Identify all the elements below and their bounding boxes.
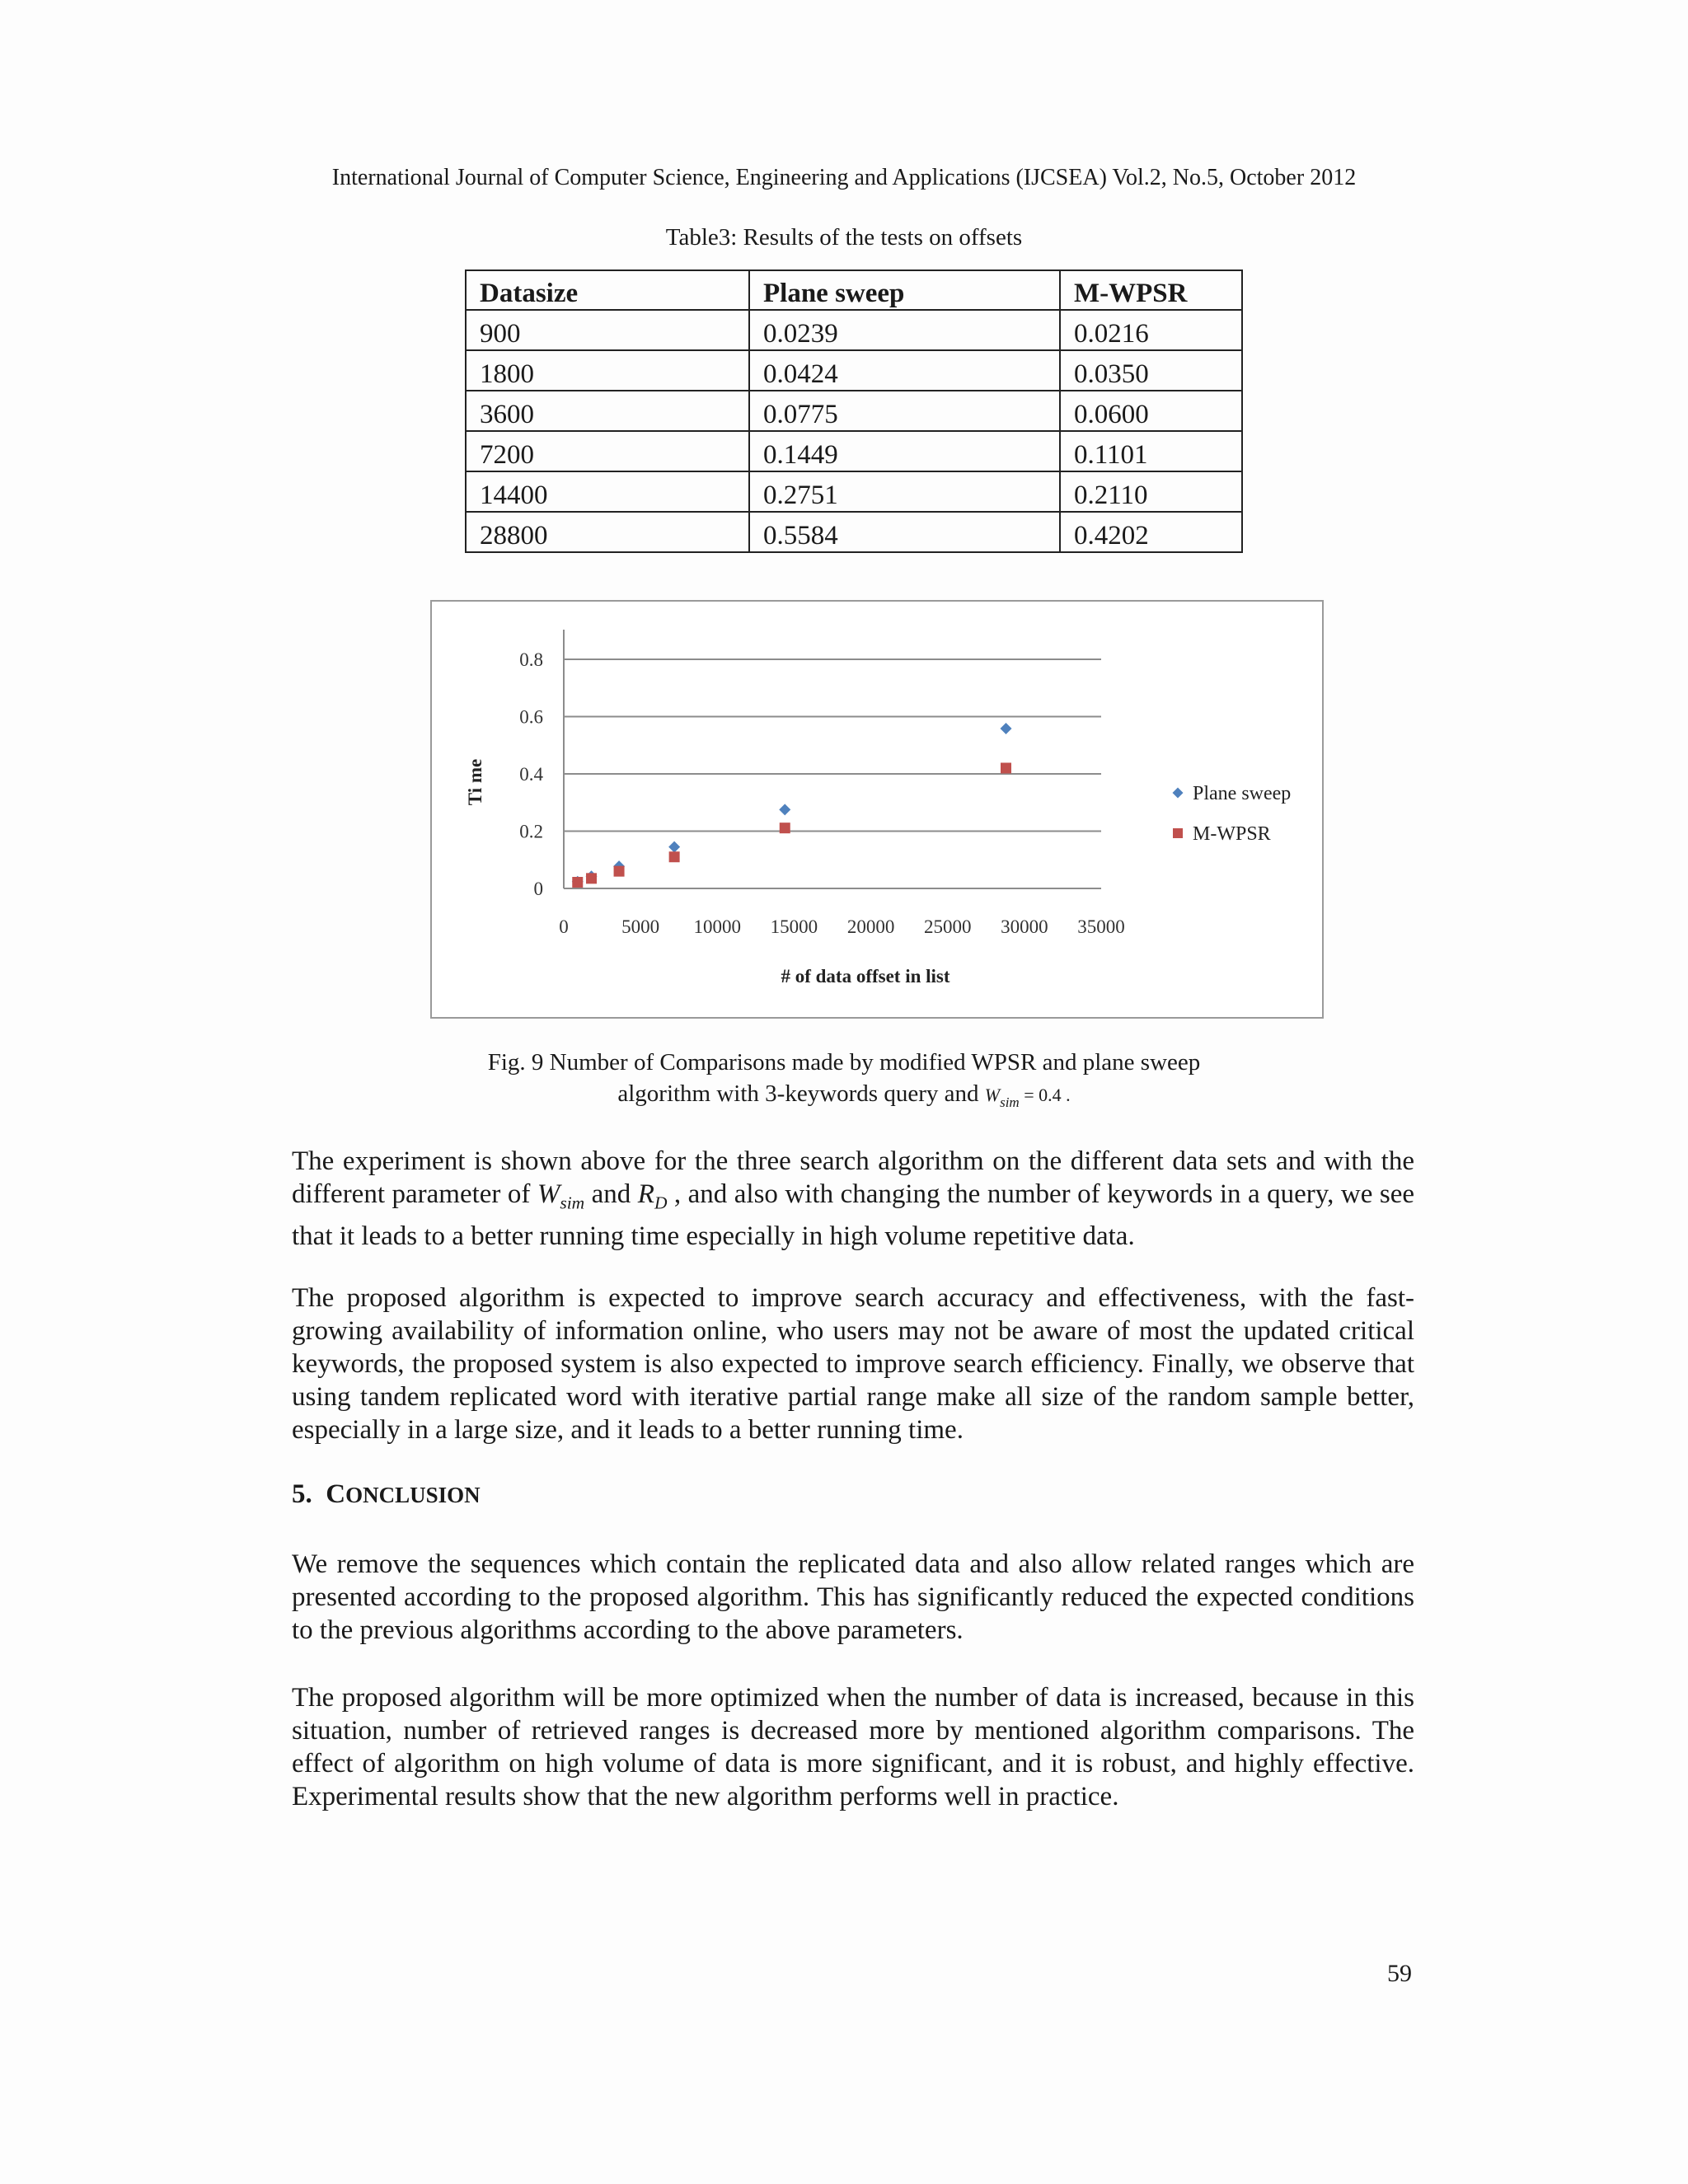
paragraph-text: , and also with changing the number of keywords in a query, we see that it leads to a better running time especially in high volume repetitive data. — [292, 1179, 1414, 1251]
journal-header: International Journal of Computer Science, Engineering and Applications (IJCSEA) Vol.2, No.5, October 2012 — [331, 165, 1357, 190]
data-point-plane-sweep — [668, 841, 680, 853]
column-header: M-WPSR — [1060, 270, 1242, 310]
data-point-m-wpsr — [669, 851, 680, 862]
table-row — [466, 350, 1242, 391]
y-tick-label: 0 — [533, 879, 543, 899]
y-tick-label: 0.4 — [519, 764, 543, 785]
table-cell: 1800 — [466, 350, 749, 391]
paragraph-conclusion-1: We remove the sequences which contain the replicated data and also allow related ranges which are presented according to the proposed algorithm. This has significantly reduced the expected conditions to the previous algorithms according to the above parameters. — [292, 1549, 1414, 1645]
paragraph-text: and — [584, 1179, 638, 1209]
math-w-sub: sim — [560, 1193, 585, 1213]
section-heading — [292, 1479, 481, 1510]
y-tick-label: 0.2 — [519, 821, 543, 842]
paragraph-results — [292, 1145, 1414, 1253]
table-cell: 14400 — [466, 471, 749, 512]
data-point-m-wpsr — [1001, 762, 1011, 773]
math-r: R — [637, 1179, 654, 1209]
x-tick-label: 35000 — [1077, 916, 1125, 937]
scatter-chart — [432, 602, 1325, 1020]
paragraph-conclusion-2: The proposed algorithm will be more optimized when the number of data is increased, because in this situation, number of retrieved ranges is decreased more by mentioned algorithm comparisons. The effect of algorithm on high volume of data is more significant, and it is robust, and highly effective. Experimental results show that the new algorithm performs well in practice. — [292, 1683, 1414, 1811]
data-point-m-wpsr — [780, 823, 790, 833]
table-cell: 0.0216 — [1060, 310, 1242, 350]
page-number: 59 — [1387, 1960, 1412, 1987]
table-cell: 0.4202 — [1060, 512, 1242, 552]
table-cell: 28800 — [466, 512, 749, 552]
x-tick-label: 0 — [559, 916, 569, 937]
data-point-plane-sweep — [1001, 723, 1012, 734]
column-header: Datasize — [466, 270, 749, 310]
paragraph-text: The experiment is shown above for the three search algorithm on the different data sets and with the different parameter of — [292, 1146, 1414, 1209]
data-point-m-wpsr — [572, 877, 583, 888]
table-cell: 0.1101 — [1060, 431, 1242, 471]
column-header: Plane sweep — [749, 270, 1060, 310]
x-tick-label: 15000 — [770, 916, 818, 937]
figure-caption-line1: Fig. 9 Number of Comparisons made by modified WPSR and plane sweep — [487, 1049, 1201, 1076]
table-caption: Table3: Results of the tests on offsets — [665, 224, 1023, 251]
y-axis-title: Ti me — [465, 758, 485, 806]
x-axis-title: # of data offset in list — [781, 966, 950, 987]
table-cell: 0.0775 — [749, 391, 1060, 431]
table-cell: 900 — [466, 310, 749, 350]
table-cell: 0.0424 — [749, 350, 1060, 391]
results-table — [465, 269, 1243, 553]
table-row — [466, 512, 1242, 552]
figure-caption-value: = 0.4 . — [1019, 1085, 1071, 1105]
section-title-initial: C — [326, 1479, 346, 1509]
figure-caption — [0, 1047, 1688, 1118]
legend-marker-plane-sweep — [1173, 788, 1184, 799]
y-tick-label: 0.8 — [519, 649, 543, 670]
figure-caption-line2: algorithm with 3-keywords query and — [617, 1080, 985, 1107]
legend-marker-m-wpsr — [1173, 828, 1183, 838]
table-row — [466, 310, 1242, 350]
table-cell: 7200 — [466, 431, 749, 471]
table-cell: 0.2110 — [1060, 471, 1242, 512]
math-r-sub: D — [654, 1193, 668, 1213]
table-header-row — [466, 270, 1242, 310]
data-point-plane-sweep — [779, 804, 790, 815]
data-point-m-wpsr — [586, 873, 597, 883]
table-cell: 0.0600 — [1060, 391, 1242, 431]
data-point-m-wpsr — [614, 866, 625, 877]
figure-caption-symbol: W — [984, 1085, 1001, 1105]
x-tick-label: 30000 — [1001, 916, 1048, 937]
x-tick-label: 20000 — [846, 916, 895, 937]
x-tick-label: 10000 — [693, 916, 742, 937]
table-cell: 0.0239 — [749, 310, 1060, 350]
table-cell: 3600 — [466, 391, 749, 431]
table-cell: 0.1449 — [749, 431, 1060, 471]
chart-frame — [430, 600, 1324, 1019]
table-row — [466, 391, 1242, 431]
legend-label: M-WPSR — [1193, 823, 1271, 845]
table-row — [466, 431, 1242, 471]
math-w: W — [537, 1179, 560, 1209]
table-cell: 0.2751 — [749, 471, 1060, 512]
figure-caption-symbol-sub: sim — [1000, 1094, 1020, 1110]
y-tick-label: 0.6 — [519, 706, 543, 728]
table-cell: 0.5584 — [749, 512, 1060, 552]
x-tick-label: 5000 — [621, 916, 660, 937]
section-number: 5. — [292, 1479, 312, 1509]
table-row — [466, 471, 1242, 512]
table-cell: 0.0350 — [1060, 350, 1242, 391]
paragraph-discussion: The proposed algorithm is expected to improve search accuracy and effectiveness, with the fast-growing availability of information online, who users may not be aware of most the updated critical keywords, the proposed system is also expected to improve search efficiency. Finally, we observe that using tandem replicated word with iterative partial range make all size of the random sample better, especially in a large size, and it leads to a better running time. — [292, 1283, 1414, 1445]
x-tick-label: 25000 — [923, 916, 972, 937]
legend-label: Plane sweep — [1193, 783, 1292, 804]
section-title-rest: ONCLUSION — [345, 1483, 481, 1507]
